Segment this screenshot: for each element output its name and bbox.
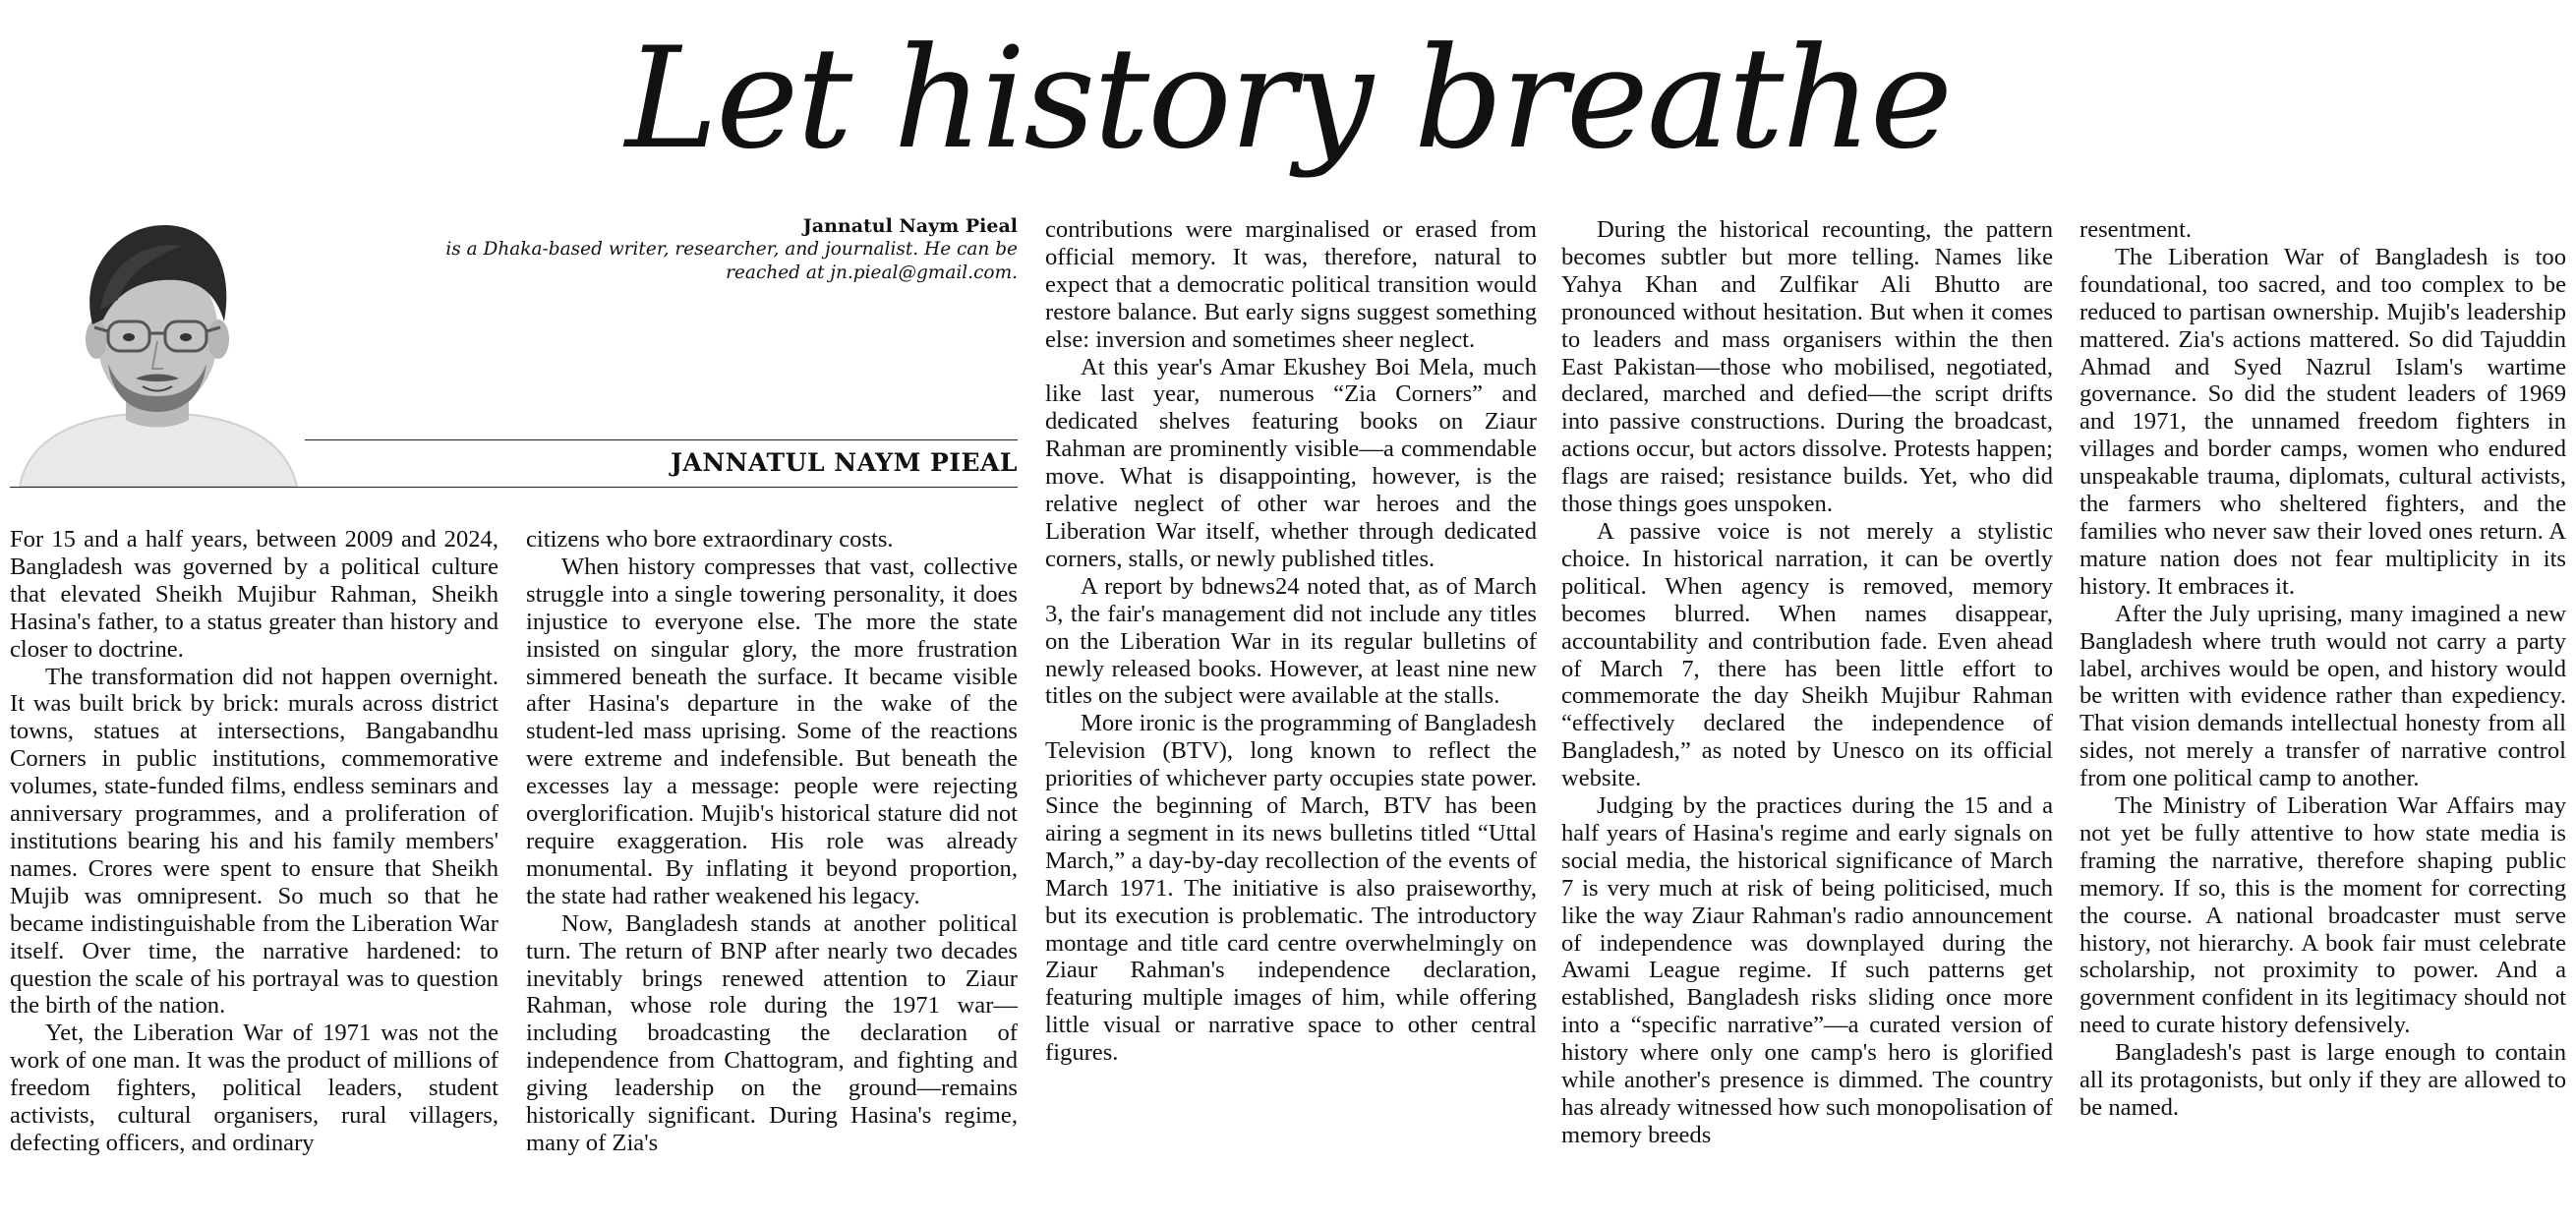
paragraph: More ironic is the programming of Bangladesh Television (BTV), long known to reflect the priorities of whichever party occupies state power. Since the beginning of March, BTV has been airing a segment in its news bulletins titled “Uttal March,” a day-by-day recollection of the events of March 1971. The initiative is also praiseworthy, but its execution is problematic. The introductory montage and title card centre overwhelmingly on Ziaur Rahman's independence declaration, featuring multiple images of him, while offering little visual or narrative space to other central figures.	[1045, 710, 1537, 1067]
author-name: Jannatul Naym Pieal	[802, 215, 1018, 237]
author-box-divider	[10, 487, 1018, 488]
article-column-2	[526, 526, 1018, 1157]
byline: JANNATUL NAYM PIEAL	[671, 448, 1018, 477]
paragraph: The Ministry of Liberation War Affairs may not yet be fully attentive to how state media is framing the narrative, therefore shaping public memory. If so, this is the moment for correcting the course. A national broadcaster must serve history, not hierarchy. A book fair must celebrate scholarship, not proximity to power. And a government confident in its legitimacy should not need to curate history defensively.	[2079, 792, 2566, 1039]
headline: Let history breathe	[624, 18, 1952, 180]
paragraph: contributions were marginalised or erased from official memory. It was, therefore, natural to expect that a democratic political transition would restore balance. But early signs suggest something else: inversion and sometimes sheer neglect.	[1045, 216, 1537, 353]
paragraph: Yet, the Liberation War of 1971 was not the work of one man. It was the product of millions of freedom fighters, political leaders, student activists, cultural organisers, rural villagers, defecting officers, and ordinary	[10, 1020, 498, 1156]
paragraph: A passive voice is not merely a stylistic choice. In historical narration, it can be overtly political. When agency is removed, memory becomes blurred. When names disappear, accountability and contribution fade. Even ahead of March 7, there has been little effort to commemorate the day Sheikh Mujibur Rahman “effectively declared the independence of Bangladesh,” as noted by Unesco on its official website.	[1561, 517, 2053, 792]
article-column-4	[1561, 216, 2053, 1149]
paragraph: The Liberation War of Bangladesh is too foundational, too sacred, and too complex to be reduced to partisan ownership. Mujib's leadership mattered. Zia's actions mattered. So did Tajuddin Ahmad and Syed Nazrul Islam's wartime governance. So did the student leaders of 1969 and 1971, the unnamed freedom fighters in villages and border camps, women who endured unspeakable trauma, diplomats, cultural activists, the farmers who sheltered fighters, and the families who never saw their loved ones return. A mature nation does not fear multiplicity in its history. It embraces it.	[2079, 243, 2566, 600]
author-bio-line-2: reached at jn.pieal@gmail.com.	[726, 262, 1018, 283]
paragraph: A report by bdnews24 noted that, as of March 3, the fair's management did not include any titles on the Liberation War in its regular bulletins of newly released books. However, at least nine new titles on the subject were available at the stalls.	[1045, 572, 1537, 710]
paragraph: When history compresses that vast, collective struggle into a single towering personality, it does injustice to everyone else. The more the state insisted on singular glory, the more frustration simmered beneath the surface. It became visible after Hasina's departure in the wake of the student-led mass uprising. Some of the reactions were extreme and indefensible. But beneath the excesses lay a message: people were rejecting overglorification. Mujib's historical stature did not require exaggeration. His role was already monumental. By inflating it beyond proportion, the state had rather weakened his legacy.	[526, 553, 1018, 909]
paragraph: Judging by the practices during the 15 and a half years of Hasina's regime and early signals on social media, the historical significance of March 7 is very much at risk of being politicised, much like the way Ziaur Rahman's radio announcement of independence was downplayed during the Awami League regime. If such patterns get established, Bangladesh risks sliding once more into a “specific narrative”—a curated version of history where only one camp's hero is glorified while another's presence is dimmed. The country has already witnessed how such monopolisation of memory breeds	[1561, 792, 2053, 1148]
paragraph: Bangladesh's past is large enough to contain all its protagonists, but only if they are allowed to be named.	[2079, 1039, 2566, 1121]
paragraph: resentment.	[2079, 216, 2193, 243]
paragraph: Now, Bangladesh stands at another political turn. The return of BNP after nearly two decades inevitably brings renewed attention to Ziaur Rahman, whose role during the 1971 war—including broadcasting the declaration of independence from Chattogram, and fighting and giving leadership on the ground—remains historically significant. During Hasina's regime, many of Zia's	[526, 909, 1018, 1156]
article-column-5	[2079, 216, 2566, 1122]
author-portrait	[10, 202, 305, 487]
paragraph: The transformation did not happen overnight. It was built brick by brick: murals across district towns, statues at intersections, Bangabandhu Corners in public institutions, commemorative volumes, state-funded films, endless seminars and anniversary programmes, and a proliferation of institutions bearing his and his family members' names. Crores were spent to ensure that Sheikh Mujib was omnipresent. So much so that he became indistinguishable from the Liberation War itself. Over time, the narrative hardened: to question the scale of his portrayal was to question the birth of the nation.	[10, 663, 498, 1020]
paragraph: At this year's Amar Ekushey Boi Mela, much like last year, numerous “Zia Corners” and dedicated shelves featuring books on Ziaur Rahman are prominently visible—a commendable move. What is disappointing, however, is the relative neglect of other war heroes and the Liberation War itself, whether through dedicated corners, stalls, or newly published titles.	[1045, 353, 1537, 572]
paragraph: For 15 and a half years, between 2009 and 2024, Bangladesh was governed by a political culture that elevated Sheikh Mujibur Rahman, Sheikh Hasina's father, to a status greater than history and closer to doctrine.	[10, 526, 498, 663]
author-bio-line-1: is a Dhaka-based writer, researcher, and journalist. He can be	[445, 239, 1018, 260]
paragraph: After the July uprising, many imagined a new Bangladesh where truth would not carry a party label, archives would be open, and history would be written with evidence rather than expediency. That vision demands intellectual honesty from all sides, not merely a transfer of narrative control from one political camp to another.	[2079, 600, 2566, 792]
byline-divider	[305, 439, 1018, 440]
article-column-1	[10, 526, 498, 1157]
paragraph: During the historical recounting, the pattern becomes subtler but more telling. Names like Yahya Khan and Zulfikar Ali Bhutto are pronounced without hesitation. But when it comes to leaders and mass organisers within the then East Pakistan—those who mobilised, negotiated, declared, marched and defied—the script drifts into passive constructions. During the broadcast, actions occur, but actors dissolve. Protests happen; flags are raised; resistance builds. Yet, who did those things goes unspoken.	[1561, 216, 2053, 518]
paragraph: citizens who bore extraordinary costs.	[526, 526, 894, 553]
article-column-3	[1045, 216, 1537, 1067]
author-info	[295, 214, 1018, 285]
